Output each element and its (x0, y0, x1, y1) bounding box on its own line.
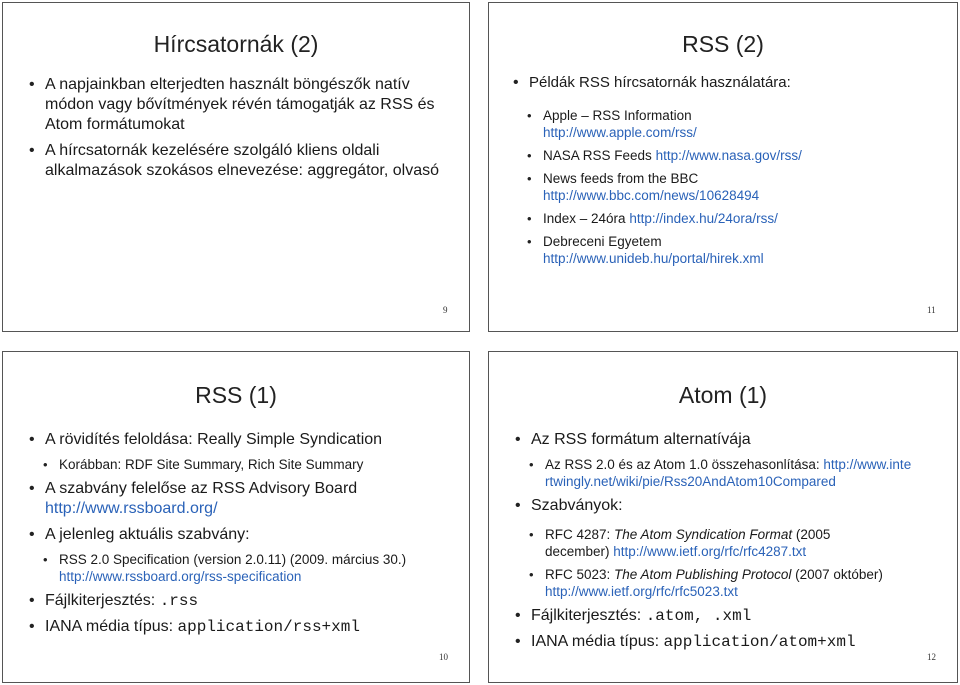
list-item: • A rövidítés feloldása: Really Simple Syndication (29, 430, 449, 450)
feed-link[interactable]: http://www.nasa.gov/rss/ (655, 148, 802, 163)
list-item: • A napjainkban elterjedten használt böngészők natív módon vagy bővítmények révén támogatják az RSS és Atom formátumokat (29, 75, 449, 135)
code-text: .atom, .xml (645, 607, 752, 625)
list-item (515, 526, 885, 560)
page-number: 12 (927, 652, 936, 662)
list-item (515, 456, 915, 490)
bullet-list (515, 430, 935, 652)
feed-link[interactable]: http://www.bbc.com/news/10628494 (543, 188, 760, 203)
list-item: • Az RSS formátum alternatívája (515, 430, 935, 450)
item-text: Fájlkiterjesztés: (531, 607, 646, 624)
slide-title: RSS (1) (195, 382, 277, 408)
item-text: NASA RSS Feeds (543, 148, 656, 163)
item-title: The Atom Syndication Format (614, 527, 793, 542)
item-text: Debreceni Egyetem (543, 234, 662, 249)
example-list (513, 107, 813, 267)
list-item (29, 617, 449, 637)
rfc-link[interactable]: http://www.ietf.org/rfc/rfc5023.txt (545, 584, 738, 599)
list-item (513, 147, 813, 164)
list-item (29, 591, 449, 611)
slide-11 (488, 2, 958, 332)
list-item (513, 233, 764, 267)
list-item: • Szabványok: (515, 496, 935, 516)
item-text: A szabvány felelőse az RSS Advisory Board (45, 480, 358, 497)
list-item (515, 606, 935, 626)
intro-text: Példák RSS hírcsatornák használatára: (529, 74, 791, 91)
slide-title: RSS (2) (682, 31, 764, 57)
slide-title: Atom (1) (678, 382, 768, 408)
list-item (515, 632, 935, 652)
item-text: RFC 4287: (545, 527, 615, 542)
list-item (29, 479, 449, 519)
code-text: application/rss+xml (177, 618, 360, 636)
item-text: IANA média típus: (45, 618, 178, 635)
item-text: RSS 2.0 Specification (version 2.0.11) (2009. március 30.) (59, 552, 407, 567)
item-text: (2007 október) (791, 567, 883, 582)
item-text: Index – 24óra (543, 211, 630, 226)
list-item (513, 73, 943, 93)
rssboard-link[interactable]: http://www.rssboard.org/ (45, 500, 218, 517)
code-text: .rss (159, 592, 199, 610)
code-text: application/atom+xml (663, 633, 856, 651)
bullet-list (29, 75, 449, 181)
list-item (29, 551, 429, 585)
item-text: (2005 december) (545, 527, 831, 559)
list-item (513, 170, 813, 204)
feed-link[interactable]: http://index.hu/24ora/rss/ (629, 211, 778, 226)
list-item (513, 107, 813, 141)
spec-link[interactable]: http://www.rssboard.org/rss-specification (59, 569, 302, 584)
list-item: • A jelenleg aktuális szabvány: (29, 525, 449, 545)
item-text: IANA média típus: (531, 633, 664, 650)
item-text: News feeds from the BBC (543, 171, 699, 186)
item-text: Az RSS 2.0 és az Atom 1.0 összehasonlítása: (545, 457, 824, 472)
slide-12 (488, 351, 958, 683)
item-text: Fájlkiterjesztés: (45, 592, 160, 609)
slide-title: Hírcsatornák (2) (153, 31, 319, 57)
comparison-link[interactable]: http://www.intertwingly.net/wiki/pie/Rss20AndAtom10Compared (545, 457, 912, 489)
feed-link[interactable]: http://www.unideb.hu/portal/hirek.xml (543, 251, 764, 266)
list-item: • Korábban: RDF Site Summary, Rich Site Summary (29, 456, 449, 473)
list-item (513, 210, 813, 227)
page-number: 10 (439, 652, 448, 662)
list-item: • A hírcsatornák kezelésére szolgáló kliens oldali alkalmazások szokásos elnevezése: aggregátor, olvasó (29, 141, 449, 181)
feed-link[interactable]: http://www.apple.com/rss/ (543, 125, 697, 140)
page-number: 11 (927, 305, 936, 315)
rfc-link[interactable]: http://www.ietf.org/rfc/rfc4287.txt (613, 544, 807, 559)
item-text: RFC 5023: (545, 567, 615, 582)
bullet-list (29, 430, 449, 637)
item-title: The Atom Publishing Protocol (614, 567, 792, 582)
page-number: 9 (443, 305, 448, 315)
list-item (515, 566, 885, 600)
bullet-list (513, 73, 943, 99)
slide-10 (2, 351, 470, 683)
slide-9 (2, 2, 470, 332)
item-text: Apple – RSS Information (543, 108, 692, 123)
